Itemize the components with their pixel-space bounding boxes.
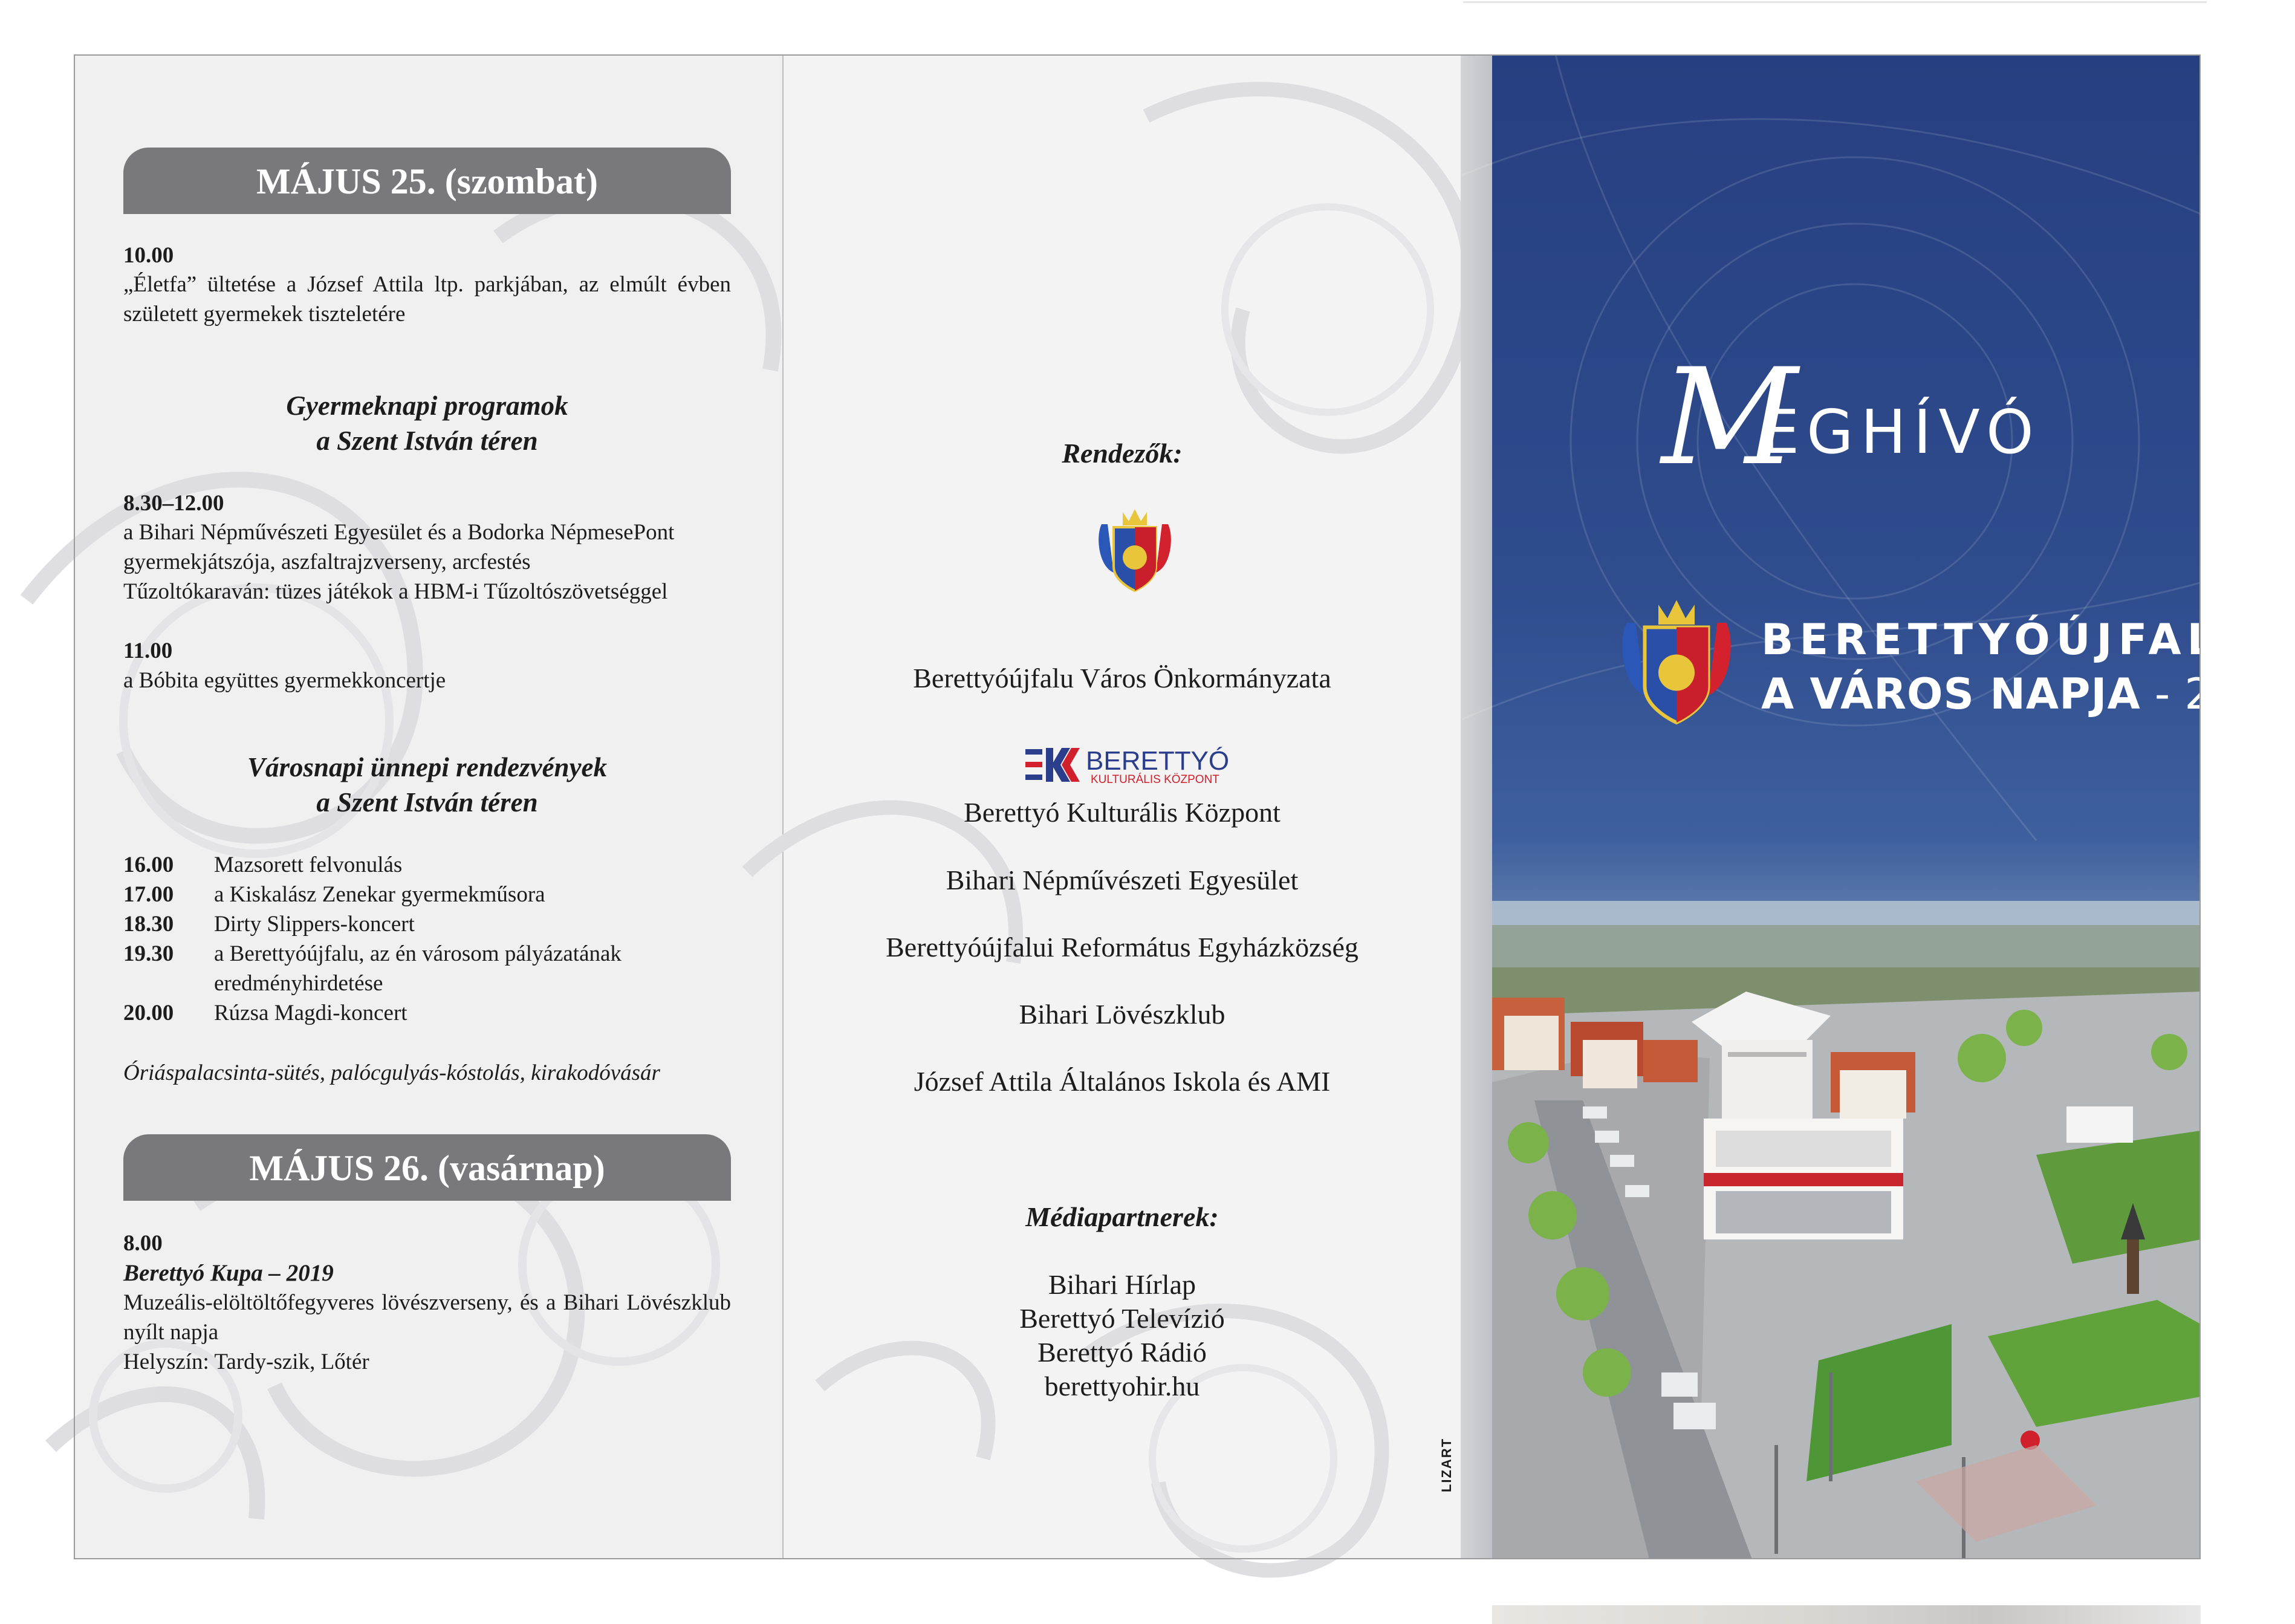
- day1-first-time: 10.00: [123, 243, 174, 268]
- sheet-outline: [74, 54, 2201, 1559]
- organizer-item: Berettyóújfalu Város Önkormányzata: [913, 663, 1331, 693]
- kids-time-1: 8.30–12.00: [123, 491, 224, 516]
- media-item: berettyohir.hu: [1044, 1371, 1200, 1402]
- schedule-time: 17.00: [123, 882, 174, 907]
- organizer-item: József Attila Általános Iskola és AMI: [914, 1066, 1331, 1097]
- day2-event: Berettyó Kupa – 2019: [123, 1260, 334, 1286]
- schedule-text: a Berettyóújfalu, az én városom pályázatának eredményhirdetése: [214, 941, 622, 996]
- schedule-time: 16.00: [123, 853, 174, 877]
- organizer-item: Berettyóújfalui Református Egyházközség: [886, 932, 1358, 963]
- cover-subtitle-sep: -: [2140, 669, 2185, 719]
- day2-time: 8.00: [123, 1231, 163, 1256]
- media-item: Bihari Hírlap: [1048, 1269, 1196, 1300]
- cover-title-rest: EGHÍVÓ: [1761, 397, 2041, 467]
- schedule-text: Rúzsa Magdi-koncert: [214, 1001, 407, 1025]
- bkk-logo-sub: KULTURÁLIS KÖZPONT: [1091, 773, 1219, 786]
- cover-city-name: BERETTYÓÚJFALU: [1761, 615, 2259, 664]
- organizer-item: Bihari Népművészeti Egyesület: [946, 865, 1299, 895]
- printer-name: LIZART: [1439, 1437, 1454, 1493]
- kids-text-1c: Tűzoltókaraván: tüzes játékok a HBM-i Tűzoltószövetséggel: [123, 579, 668, 604]
- kids-text-2: a Bóbita együttes gyermekkoncertje: [123, 668, 446, 693]
- day2-header: MÁJUS 26. (vasárnap): [123, 1134, 731, 1201]
- schedule-text: a Kiskalász Zenekar gyermekműsora: [214, 882, 545, 907]
- day1-header: MÁJUS 25. (szombat): [123, 148, 731, 214]
- kids-text-1b: gyermekjátszója, aszfaltrajzverseny, arcfestés: [123, 550, 531, 574]
- organizer-item: Bihari Lövészklub: [1019, 999, 1225, 1030]
- day2-text: Muzeális-elöltöltőfegyveres lövészverseny, és a Bihari Lövészklub nyílt napja: [123, 1290, 731, 1345]
- schedule-time: 19.30: [123, 941, 174, 966]
- organizer-item: Berettyó Kulturális Központ: [964, 797, 1281, 828]
- media-title: Médiapartnerek:: [1025, 1201, 1219, 1232]
- bkk-logo-word: BERETTYÓ: [1086, 746, 1230, 776]
- kids-title-2: a Szent István téren: [316, 426, 538, 456]
- kids-time-2: 11.00: [123, 638, 173, 663]
- cover-title-initial: M: [1661, 340, 1798, 495]
- kids-text-1a: a Bihari Népművészeti Egyesület és a Bodorka NépmesePont: [123, 520, 675, 545]
- top-edge-hairline: [1463, 1, 2207, 3]
- cover-subtitle-main: A VÁROS NAPJA: [1761, 669, 2141, 719]
- organizers-title: Rendezők:: [1062, 438, 1183, 469]
- day1-footer-note: Óriáspalacsinta-sütés, palócgulyás-kóstolás, kirakodóvásár: [123, 1060, 660, 1085]
- cover-subtitle-year: 2019: [2184, 669, 2295, 719]
- day2-place: Helyszín: Tardy-szik, Lőtér: [123, 1350, 369, 1374]
- schedule-text: Mazsorett felvonulás: [214, 853, 403, 877]
- schedule-time: 20.00: [123, 1001, 174, 1025]
- schedule-time: 18.30: [123, 912, 174, 937]
- fest-title-1: Városnapi ünnepi rendezvények: [247, 752, 608, 782]
- day1-first-text: „Életfa” ültetése a József Attila ltp. parkjában, az elmúlt évben született gyermekek tiszteletére: [123, 272, 731, 326]
- fest-title-2: a Szent István téren: [316, 787, 538, 817]
- media-item: Berettyó Televízió: [1019, 1303, 1225, 1334]
- bottom-page-fragment: [1492, 1605, 2201, 1624]
- kids-title-1: Gyermeknapi programok: [286, 391, 568, 421]
- media-item: Berettyó Rádió: [1037, 1337, 1207, 1368]
- schedule-text: Dirty Slippers-koncert: [214, 912, 415, 937]
